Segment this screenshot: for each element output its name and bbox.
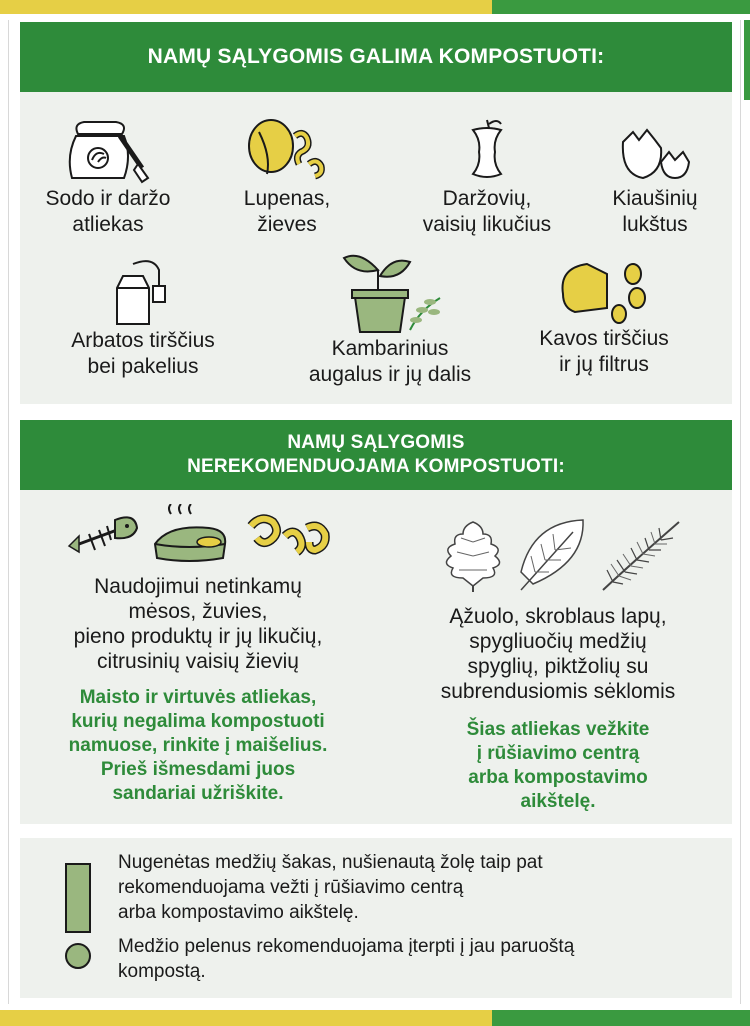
right-note-line: Šias atliekas vežkite <box>466 719 650 740</box>
notice-line: rekomenduojama vežti į rūšiavimo centrą <box>118 877 464 898</box>
left-text-line: pieno produktų ir jų likučių, <box>73 625 323 648</box>
item-label-line2: augalus ir jų dalis <box>308 363 472 386</box>
left-icons <box>28 500 368 568</box>
item-label-line2: žieves <box>257 213 317 236</box>
item-label-line1: Lupenas, <box>243 187 331 210</box>
compostable-panel <box>20 22 732 404</box>
coffee-filter-icon <box>549 254 659 326</box>
compostable-title: NAMŲ SĄLYGOMIS GALIMA KOMPOSTUOTI: <box>147 45 605 68</box>
citrus-peel-icon <box>241 506 331 562</box>
right-note-line: į rūšiavimo centrą <box>476 743 640 764</box>
left-description <box>28 574 368 674</box>
not-recommended-title-line2: NEREKOMENDUOJAMA KOMPOSTUOTI: <box>187 456 565 477</box>
left-margin-line <box>8 20 9 1004</box>
not-recommended-right <box>390 500 726 814</box>
top-color-bar <box>0 0 750 14</box>
right-text-line: subrendusiomis sėklomis <box>440 680 676 703</box>
notice-line: Nugenėtas medžių šakas, nušienautą žolę taip pat <box>118 852 543 873</box>
item-label-line2: lukštus <box>622 213 688 236</box>
right-note-line: aikštelę. <box>520 791 596 812</box>
left-text-line: citrusinių vaisių žievių <box>97 650 299 673</box>
item-coffee <box>504 254 704 378</box>
not-recommended-left <box>28 500 368 806</box>
right-note <box>390 718 726 814</box>
item-label-line2: bei pakelius <box>87 355 199 378</box>
item-vegetable-scraps <box>392 116 582 238</box>
item-label-line2: ir jų filtrus <box>559 353 649 376</box>
tea-bag-icon <box>93 256 193 328</box>
right-note-line: arba kompostavimo <box>468 767 648 788</box>
item-label-line1: Kiaušinių <box>612 187 698 210</box>
item-houseplants <box>290 240 490 388</box>
item-tea <box>48 256 238 380</box>
item-eggshells <box>580 122 730 238</box>
left-text-line: mėsos, žuvies, <box>128 600 268 623</box>
right-edge-strip <box>744 20 750 100</box>
item-label-line1: Sodo ir daržo <box>45 187 171 210</box>
item-label-line1: Daržovių, <box>442 187 532 210</box>
garden-waste-sack-icon <box>58 116 158 186</box>
notice-line: Medžio pelenus rekomenduojama įterpti į jau paruoštą <box>118 936 575 957</box>
notice-line: arba kompostavimo aikštelę. <box>118 902 359 923</box>
peels-icon <box>237 116 337 186</box>
item-label-line1: Kavos tirščius <box>539 327 669 350</box>
left-note <box>28 686 368 806</box>
right-text-line: spygliuočių medžių <box>469 630 647 653</box>
notice-line: kompostą. <box>118 961 206 982</box>
notice-panel <box>20 838 732 998</box>
oak-leaf-icon <box>433 512 513 596</box>
not-recommended-title-line1: NAMŲ SĄLYGOMIS <box>287 432 465 453</box>
right-text-line: spyglių, piktžolių su <box>467 655 649 678</box>
notice-text-2 <box>118 934 574 984</box>
top-bar-yellow <box>0 0 492 14</box>
bottom-color-bar <box>0 1010 750 1026</box>
potted-plant-icon <box>330 240 450 336</box>
eggshell-icon <box>605 122 705 186</box>
left-note-line: sandariai užriškite. <box>112 783 284 804</box>
top-bar-green <box>492 0 750 14</box>
not-recommended-header <box>20 420 732 490</box>
birch-leaf-icon <box>513 512 593 596</box>
right-margin-line <box>740 20 741 1004</box>
notice-text-1 <box>118 850 543 925</box>
item-label-line1: Kambarinius <box>331 337 449 360</box>
not-recommended-panel <box>20 420 732 824</box>
left-note-line: kurių negalima kompostuoti <box>71 711 325 732</box>
exclamation-icon <box>64 862 92 972</box>
item-label-line1: Arbatos tirščius <box>71 329 215 352</box>
item-peels <box>212 116 362 238</box>
right-description <box>390 604 726 704</box>
bottom-bar-green <box>492 1010 750 1026</box>
apple-core-icon <box>437 116 537 186</box>
item-garden-waste <box>28 116 188 238</box>
left-note-line: Prieš išmesdami juos <box>100 759 296 780</box>
compostable-header <box>20 22 732 92</box>
left-note-line: namuose, rinkite į maišelius. <box>68 735 328 756</box>
left-text-line: Naudojimui netinkamų <box>94 575 302 598</box>
right-icons <box>390 500 726 596</box>
cheese-icon <box>149 504 233 564</box>
item-label-line2: vaisių likučius <box>422 213 552 236</box>
bottom-bar-yellow <box>0 1010 492 1026</box>
fish-bone-icon <box>65 506 141 562</box>
spruce-branch-icon <box>593 512 683 596</box>
item-label-line2: atliekas <box>72 213 144 236</box>
right-text-line: Ąžuolo, skroblaus lapų, <box>449 605 667 628</box>
left-note-line: Maisto ir virtuvės atliekas, <box>79 687 317 708</box>
